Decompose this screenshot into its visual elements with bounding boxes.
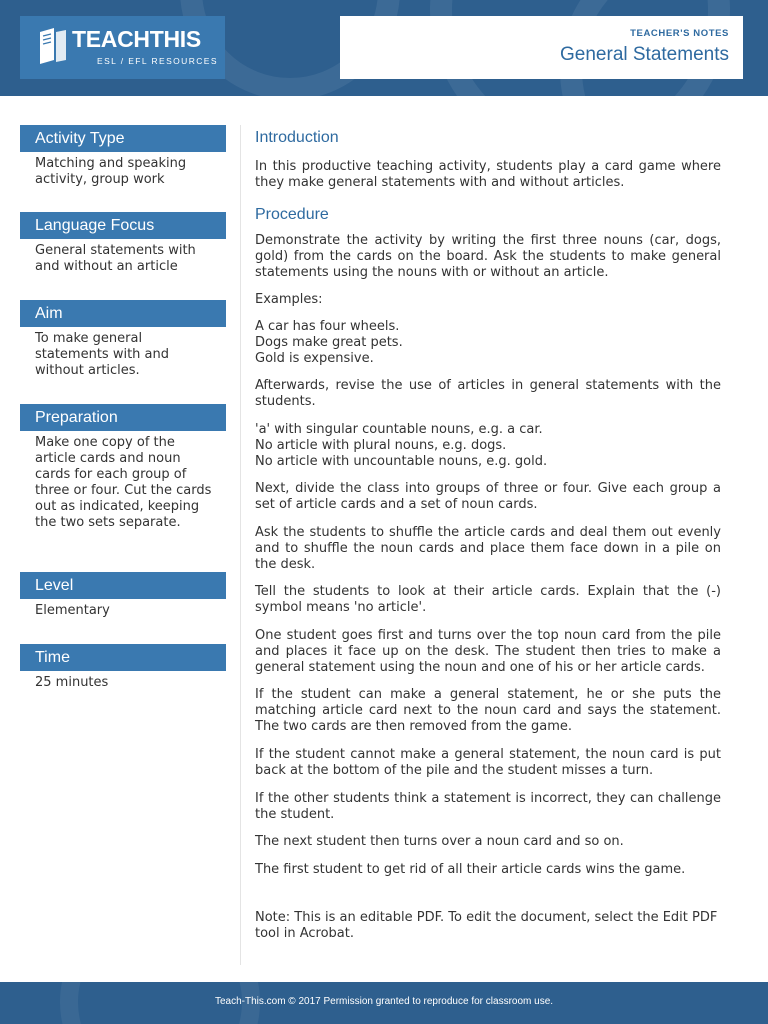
activity-type-text: Matching and speaking activity, group work [35, 156, 187, 187]
procedure-paragraph: Afterwards, revise the use of articles in general statements with the students. [255, 378, 721, 409]
example-item: Dogs make great pets. [255, 335, 403, 350]
procedure-paragraph: Demonstrate the activity by writing the first three nouns (car, dogs, gold) from the cards on the board. Ask the students to make general statements using the nouns with or without an article. [255, 233, 721, 280]
article-rule-item: No article with plural nouns, e.g. dogs. [255, 438, 507, 453]
level-text: Elementary [35, 603, 110, 618]
procedure-paragraph: Ask the students to shuffle the article cards and deal them out evenly and to shuffle the noun cards and place them face down in a pile on the desk. [255, 525, 721, 572]
main-content [255, 128, 721, 942]
procedure-paragraph: Next, divide the class into groups of three or four. Give each group a set of article cards and a set of noun cards. [255, 481, 721, 512]
aim-text: To make general statements with and without articles. [35, 331, 170, 378]
page-header [0, 0, 768, 96]
book-icon [36, 26, 70, 66]
time-section [20, 644, 226, 691]
activity-type-heading: Activity Type [20, 125, 226, 152]
page-title: General Statements [560, 44, 729, 65]
article-rule-item: No article with uncountable nouns, e.g. gold. [255, 454, 548, 469]
aim-heading: Aim [20, 300, 226, 327]
activity-type-section [20, 125, 226, 188]
time-heading: Time [20, 644, 226, 671]
introduction-text: In this productive teaching activity, students play a card game where they make general statements with and without articles. [255, 159, 721, 190]
examples-label: Examples: [255, 292, 323, 307]
title-box [340, 16, 743, 79]
article-rule-item: 'a' with singular countable nouns, e.g. a car. [255, 422, 543, 437]
procedure-paragraph: If the student can make a general statement, he or she puts the matching article card next to the noun card and says the statement. The two cards are then removed from the game. [255, 687, 721, 734]
introduction-heading: Introduction [255, 129, 339, 146]
procedure-paragraph: The next student then turns over a noun card and so on. [255, 834, 624, 849]
procedure-paragraph: The first student to get rid of all their article cards wins the game. [255, 862, 686, 877]
logo-tagline: ESL / EFL RESOURCES [97, 56, 218, 66]
level-heading: Level [20, 572, 226, 599]
procedure-paragraph: If the other students think a statement is incorrect, they can challenge the student. [255, 791, 721, 822]
procedure-paragraph: If the student cannot make a general statement, the noun card is put back at the bottom of the pile and the student misses a turn. [255, 747, 721, 778]
example-item: A car has four wheels. [255, 319, 400, 334]
teachthis-logo[interactable] [20, 16, 225, 79]
preparation-text: Make one copy of the article cards and noun cards for each group of three or four. Cut the cards out as indicated, keeping the two sets separate. [35, 435, 212, 530]
time-text: 25 minutes [35, 675, 109, 690]
procedure-paragraph: One student goes first and turns over the top noun card from the pile and places it face up on the desk. The student then tries to make a general statement using the noun and one of his or her article cards. [255, 628, 721, 675]
copyright-text: Teach-This.com © 2017 Permission granted to reproduce for classroom use. [214, 996, 554, 1007]
preparation-section [20, 404, 226, 531]
language-focus-text: General statements with and without an article [35, 243, 196, 274]
article-rules-list [255, 422, 721, 470]
column-divider [240, 125, 241, 965]
level-section [20, 572, 226, 619]
preparation-heading: Preparation [20, 404, 226, 431]
language-focus-heading: Language Focus [20, 212, 226, 239]
example-item: Gold is expensive. [255, 351, 374, 366]
logo-name: TEACHTHIS [72, 26, 201, 52]
examples-list [255, 319, 721, 367]
aim-section [20, 300, 226, 379]
page-footer [0, 982, 768, 1024]
notes-label: TEACHER'S NOTES [630, 28, 729, 39]
editable-pdf-note: Note: This is an editable PDF. To edit the document, select the Edit PDF tool in Acrobat. [255, 910, 718, 941]
language-focus-section [20, 212, 226, 275]
procedure-heading: Procedure [255, 206, 329, 223]
procedure-paragraph: Tell the students to look at their article cards. Explain that the (-) symbol means 'no article'. [255, 584, 721, 615]
